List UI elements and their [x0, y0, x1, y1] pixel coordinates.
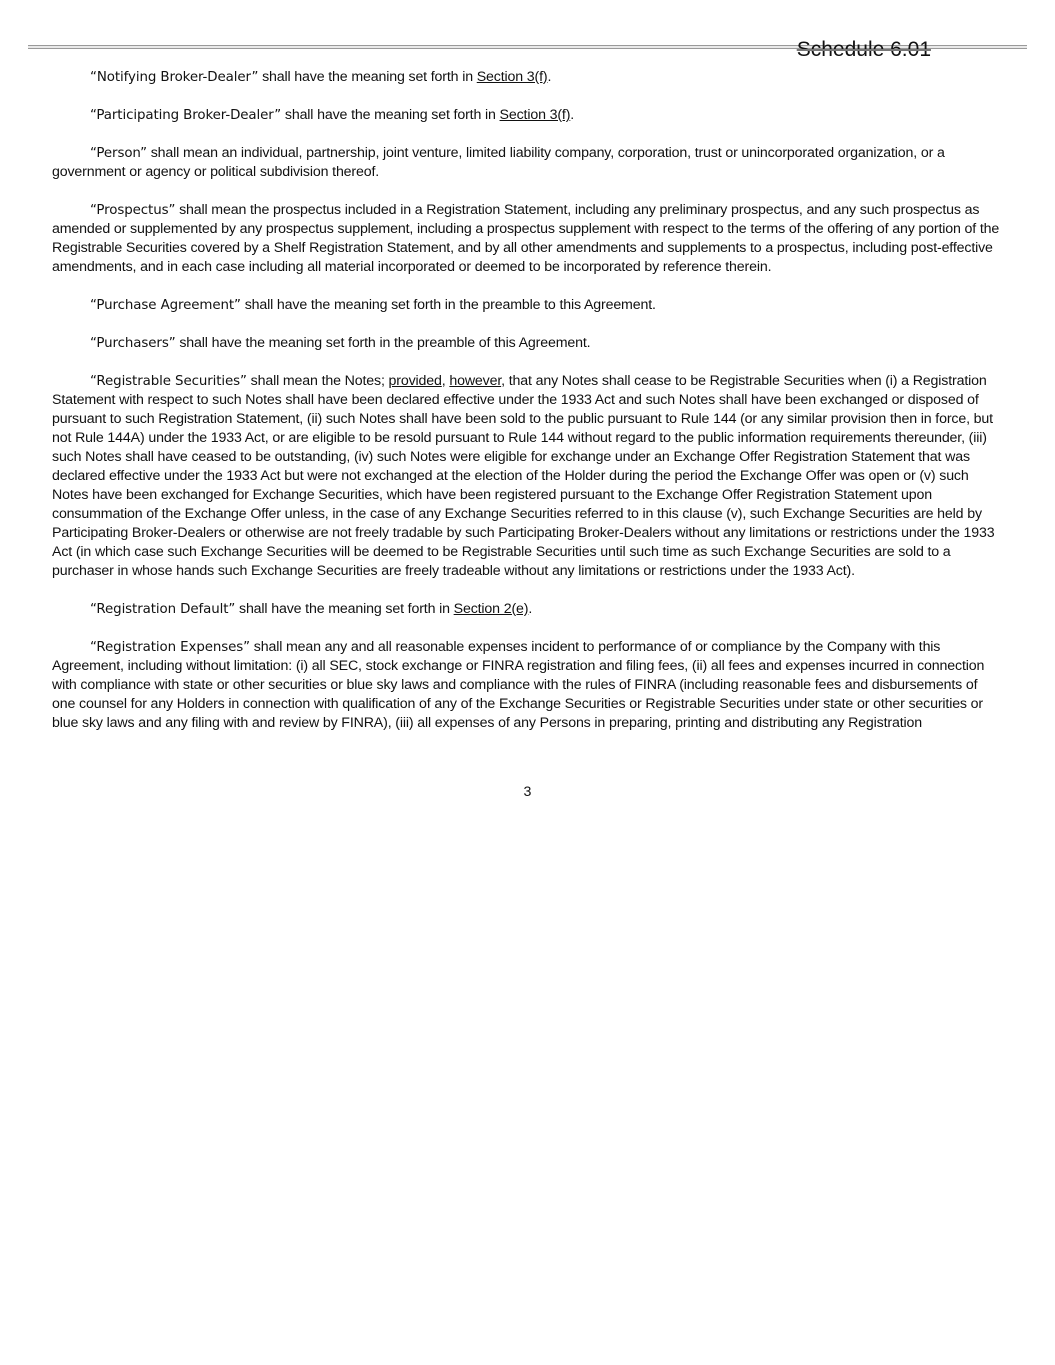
- underlined-provided: provided: [388, 373, 442, 389]
- defined-term: “Person”: [90, 146, 147, 161]
- schedule-label: Schedule 6.01: [796, 38, 931, 61]
- page-number: 3: [523, 784, 532, 800]
- definition-purchase-agreement: “Purchase Agreement” shall have the meaning set forth in the preamble to this Agreement.: [90, 297, 656, 313]
- defined-term: “Prospectus”: [90, 203, 176, 218]
- defined-term: “Purchase Agreement”: [90, 298, 241, 313]
- document-body: [52, 68, 1004, 752]
- section-reference: Section 2(e): [453, 601, 529, 617]
- definition-registration-default: “Registration Default” shall have the meaning set forth in Section 2(e).: [90, 601, 533, 617]
- definition-registrable-securities: “Registrable Securities” shall mean the Notes; provided, however, that any Notes shall cease to be Registrable Securities when (i) a Registration Statement with respect to such Notes shall have been declared effective under the 1933 Act and such Notes shall have been exchanged or disposed of pursuant to such Registration Statement, (ii) such Notes shall have been sold to the public pursuant to Rule 144 (or any similar provision then in force, but not Rule 144A) under the 1933 Act, or are eligible to be resold pursuant to Rule 144 without regard to the public information requirements thereunder, (iii) such Notes shall have ceased to be outstanding, (iv) such Notes were eligible for exchange under an Exchange Offer Registration Statement that was declared effective under the 1933 Act but were not exchanged at the election of the Holder during the period the Exchange Offer was open or (v) such Notes have been exchanged for Exchange Securities, which have been registered pursuant to the Exchange Offer Registration Statement upon consummation of the Exchange Offer unless, in the case of any Exchange Securities referred to in this clause (v), such Exchange Securities are held by Participating Broker-Dealers or otherwise are not freely tradable by such Participating Broker-Dealers without any limitations or restrictions under the 1933 Act (in which case such Exchange Securities will be deemed to be Registrable Securities until such time as such Exchange Securities are sold to a purchaser in whose hands such Exchange Securities are freely tradeable without any limitations or restrictions under the 1933 Act).: [52, 373, 995, 579]
- defined-term: “Purchasers”: [90, 336, 176, 351]
- definition-purchasers: “Purchasers” shall have the meaning set forth in the preamble of this Agreement.: [90, 335, 591, 351]
- defined-term: “Notifying Broker-Dealer”: [90, 70, 259, 85]
- section-reference: Section 3(f): [499, 107, 571, 123]
- defined-term: “Participating Broker-Dealer”: [90, 108, 282, 123]
- underlined-however: however: [449, 373, 502, 389]
- defined-term: “Registration Expenses”: [90, 640, 250, 655]
- definition-registration-expenses: “Registration Expenses” shall mean any and all reasonable expenses incident to performance of or compliance by the Company with this Agreement, including without limitation: (i) all SEC, stock exchange or FINRA registration and filing fees, (ii) all fees and expenses incurred in connection with compliance with state or other securities or blue sky laws and compliance with the rules of FINRA (including reasonable fees and disbursements of one counsel for any Holders in connection with qualification of any of the Exchange Securities or Registrable Securities under state or other securities or blue sky laws and any filing with and review by FINRA), (iii) all expenses of any Persons in preparing, printing and distributing any Registration: [52, 639, 985, 731]
- definition-participating-broker-dealer: “Participating Broker-Dealer” shall have the meaning set forth in Section 3(f).: [90, 107, 575, 123]
- definition-person: “Person” shall mean an individual, partnership, joint venture, limited liability company, corporation, trust or unincorporated organization, or a government or agency or political subdivision thereof.: [52, 145, 945, 180]
- definition-prospectus: “Prospectus” shall mean the prospectus included in a Registration Statement, including any preliminary prospectus, and any such prospectus as amended or supplemented by any prospectus supplement, including a prospectus supplement with respect to the terms of the offering of any portion of the Registrable Securities covered by a Shelf Registration Statement, and by all other amendments and supplements to a prospectus, including post-effective amendments, and in each case including all material incorporated or deemed to be incorporated by reference therein.: [52, 202, 1000, 275]
- defined-term: “Registration Default”: [90, 602, 236, 617]
- defined-term: “Registrable Securities”: [90, 374, 247, 389]
- section-reference: Section 3(f): [476, 69, 548, 85]
- definition-notifying-broker-dealer: “Notifying Broker-Dealer” shall have the meaning set forth in Section 3(f).: [90, 69, 552, 85]
